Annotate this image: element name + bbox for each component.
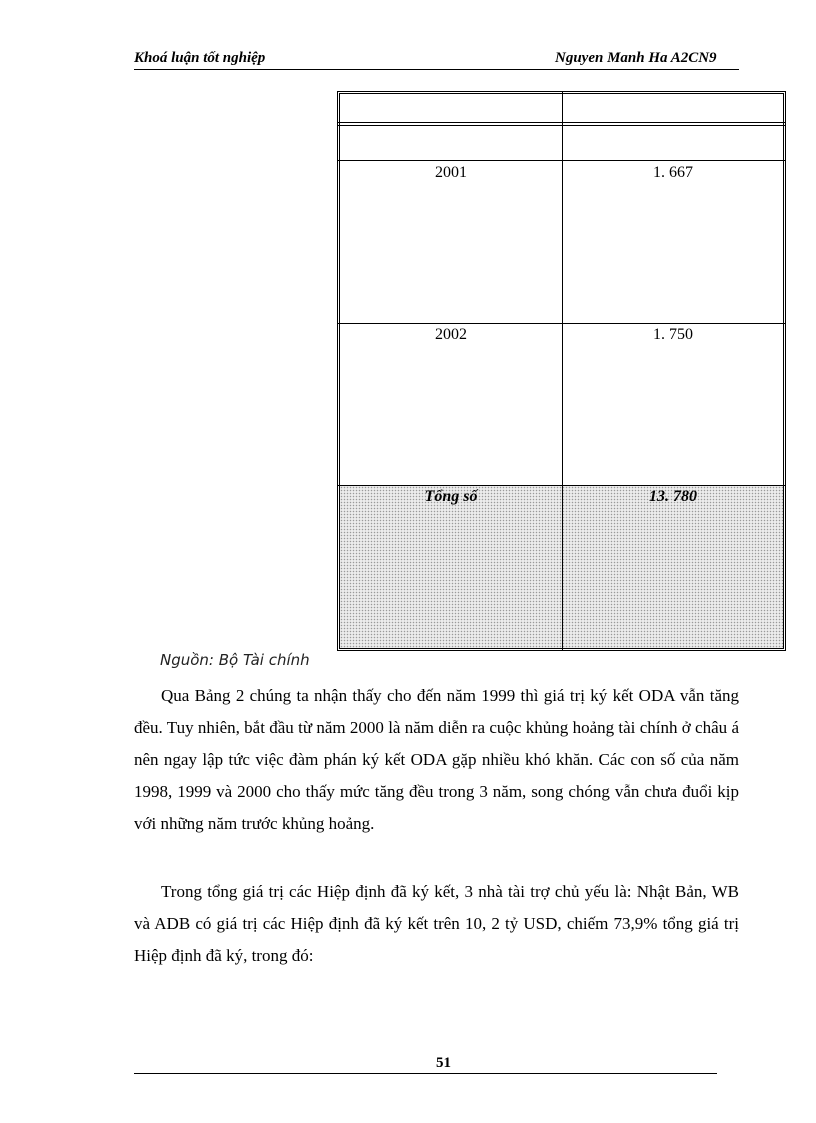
table-row-divider (337, 160, 786, 161)
footer-rule (134, 1073, 717, 1074)
header-rule (134, 69, 739, 70)
table-cell-value: 1. 667 (653, 164, 693, 181)
table-cell-value: 1. 750 (653, 326, 693, 343)
table-cell-year: 2002 (435, 326, 467, 343)
body-paragraph: Trong tổng giá trị các Hiệp định đã ký kết, 3 nhà tài trợ chủ yếu là: Nhật Bản, WB và ADB có giá trị các Hiệp định đã ký kết trên 10, 2 tỷ USD, chiếm 73,9% tổng giá trị Hiệp định đã ký, trong đó: (134, 882, 739, 965)
table-total-value: 13. 780 (649, 488, 697, 505)
table-cell-year: 2001 (435, 164, 467, 181)
body-paragraph: Qua Bảng 2 chúng ta nhận thấy cho đến năm 1999 thì giá trị ký kết ODA vẫn tăng đều. Tuy nhiên, bắt đầu từ năm 2000 là năm diễn ra cuộc khủng hoảng tài chính ở châu á nên ngay lập tức việc đàm phán ký kết ODA gặp nhiều khó khăn. Các con số của năm 1998, 1999 và 2000 cho thấy mức tăng đều trong 3 năm, song chóng vẫn chưa đuổi kịp với những năm trước khủng hoảng. (134, 686, 739, 833)
page-number: 51 (436, 1055, 451, 1071)
header-thesis-title: Khoá luận tốt nghiệp (134, 50, 266, 66)
table-row-divider (337, 485, 786, 486)
table-source-note: Nguồn: Bộ Tài chính (160, 651, 310, 669)
table-total-label: Tổng số (424, 488, 478, 505)
table-header-divider (337, 122, 786, 126)
header-author: Nguyen Manh Ha A2CN9 (555, 50, 717, 66)
table-row-divider (337, 323, 786, 324)
